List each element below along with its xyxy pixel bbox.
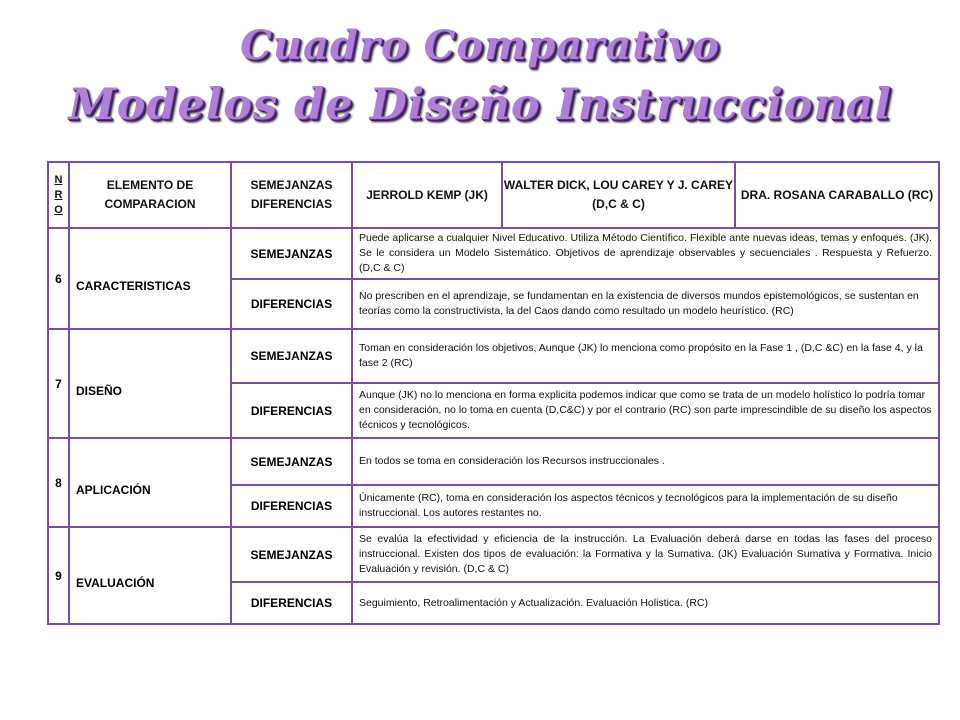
title-line-1: Cuadro Comparativo [240, 22, 720, 69]
row-element: EVALUACIÓN [69, 527, 231, 624]
table-row [48, 329, 939, 383]
row-element: APLICACIÓN [69, 438, 231, 527]
semejanzas-text: Se evalúa la efectividad y eficiencia de la instrucción. La Evaluación deberá darse en todas las fases del proceso instruccional. Existen dos tipos de evaluación: la Formativa y la Sumativa. (JK) Evaluación Sumativa y Formativa. Inicio Evaluación y revisión. (D,C & C) [352, 527, 939, 582]
row-number: 9 [48, 527, 69, 624]
semejanzas-text: Toman en consideración los objetivos, Aunque (JK) lo menciona como propósito en la Fase 1 , (D,C &C) en la fase 4, y la fase 2 (RC) [352, 329, 939, 383]
semejanzas-text: Puede aplicarse a cualquier Nivel Educativo. Utiliza Método Científico. Flexible ante nuevas ideas, temas y enfoques. (JK). Se le considera un Modelo Sistemático. Objetivos de aprendizaje observables y secuenciales . Respuesta y Refuerzo. (D,C & C) [352, 228, 939, 279]
diferencias-label: DIFERENCIAS [231, 582, 352, 624]
semejanzas-label: SEMEJANZAS [231, 228, 352, 279]
semejanzas-text: En todos se toma en consideración los Recursos instruccionales . [352, 438, 939, 485]
header-elemento: ELEMENTO DE COMPARACION [69, 162, 231, 228]
row-element: DISEÑO [69, 329, 231, 438]
row-number: 7 [48, 329, 69, 438]
diferencias-label: DIFERENCIAS [231, 279, 352, 329]
diferencias-text: Únicamente (RC), toma en consideración los aspectos técnicos y tecnológicos para la implementación de su diseño instruccional. Los autores restantes no. [352, 485, 939, 527]
diferencias-label: DIFERENCIAS [231, 383, 352, 438]
row-number: 8 [48, 438, 69, 527]
header-nro-n: N [54, 173, 63, 186]
header-nro [48, 162, 69, 228]
semejanzas-label: SEMEJANZAS [231, 329, 352, 383]
semejanzas-label: SEMEJANZAS [231, 527, 352, 582]
header-dick-carey: WALTER DICK, LOU CAREY Y J. CAREY (D,C & C) [502, 162, 735, 228]
header-row [48, 162, 939, 228]
header-nro-r: R [54, 188, 63, 201]
header-caraballo: DRA. ROSANA CARABALLO (RC) [735, 162, 939, 228]
row-number: 6 [48, 228, 69, 329]
row-element: CARACTERISTICAS [69, 228, 231, 329]
header-kemp: JERROLD KEMP (JK) [352, 162, 502, 228]
table-row [48, 527, 939, 582]
table-row [48, 228, 939, 279]
semejanzas-label: SEMEJANZAS [231, 438, 352, 485]
diferencias-text: No prescriben en el aprendizaje, se fundamentan en la existencia de diversos mundos epistemológicos, se sustentan en teorías como la constructivista, la del Caos dando como resultado un modelo heurístico. (RC) [352, 279, 939, 329]
table-row [48, 438, 939, 485]
diferencias-text: Aunque (JK) no lo menciona en forma explicita podemos indicar que como se trata de un modelo holístico lo podría tomar en consideración, no lo toma en cuenta (D,C&C) y por el contrario (RC) son parte imprescindible de su diseño los aspectos técnicos y tecnológicos. [352, 383, 939, 438]
header-semejanzas-diferencias: SEMEJANZAS DIFERENCIAS [231, 162, 352, 228]
title-line-2: Modelos de Diseño Instruccional [68, 80, 892, 130]
header-nro-o: O [54, 203, 63, 216]
diferencias-text: Seguimiento, Retroalimentación y Actualización. Evaluación Holistica. (RC) [352, 582, 939, 624]
diferencias-label: DIFERENCIAS [231, 485, 352, 527]
comparison-table [47, 161, 940, 625]
